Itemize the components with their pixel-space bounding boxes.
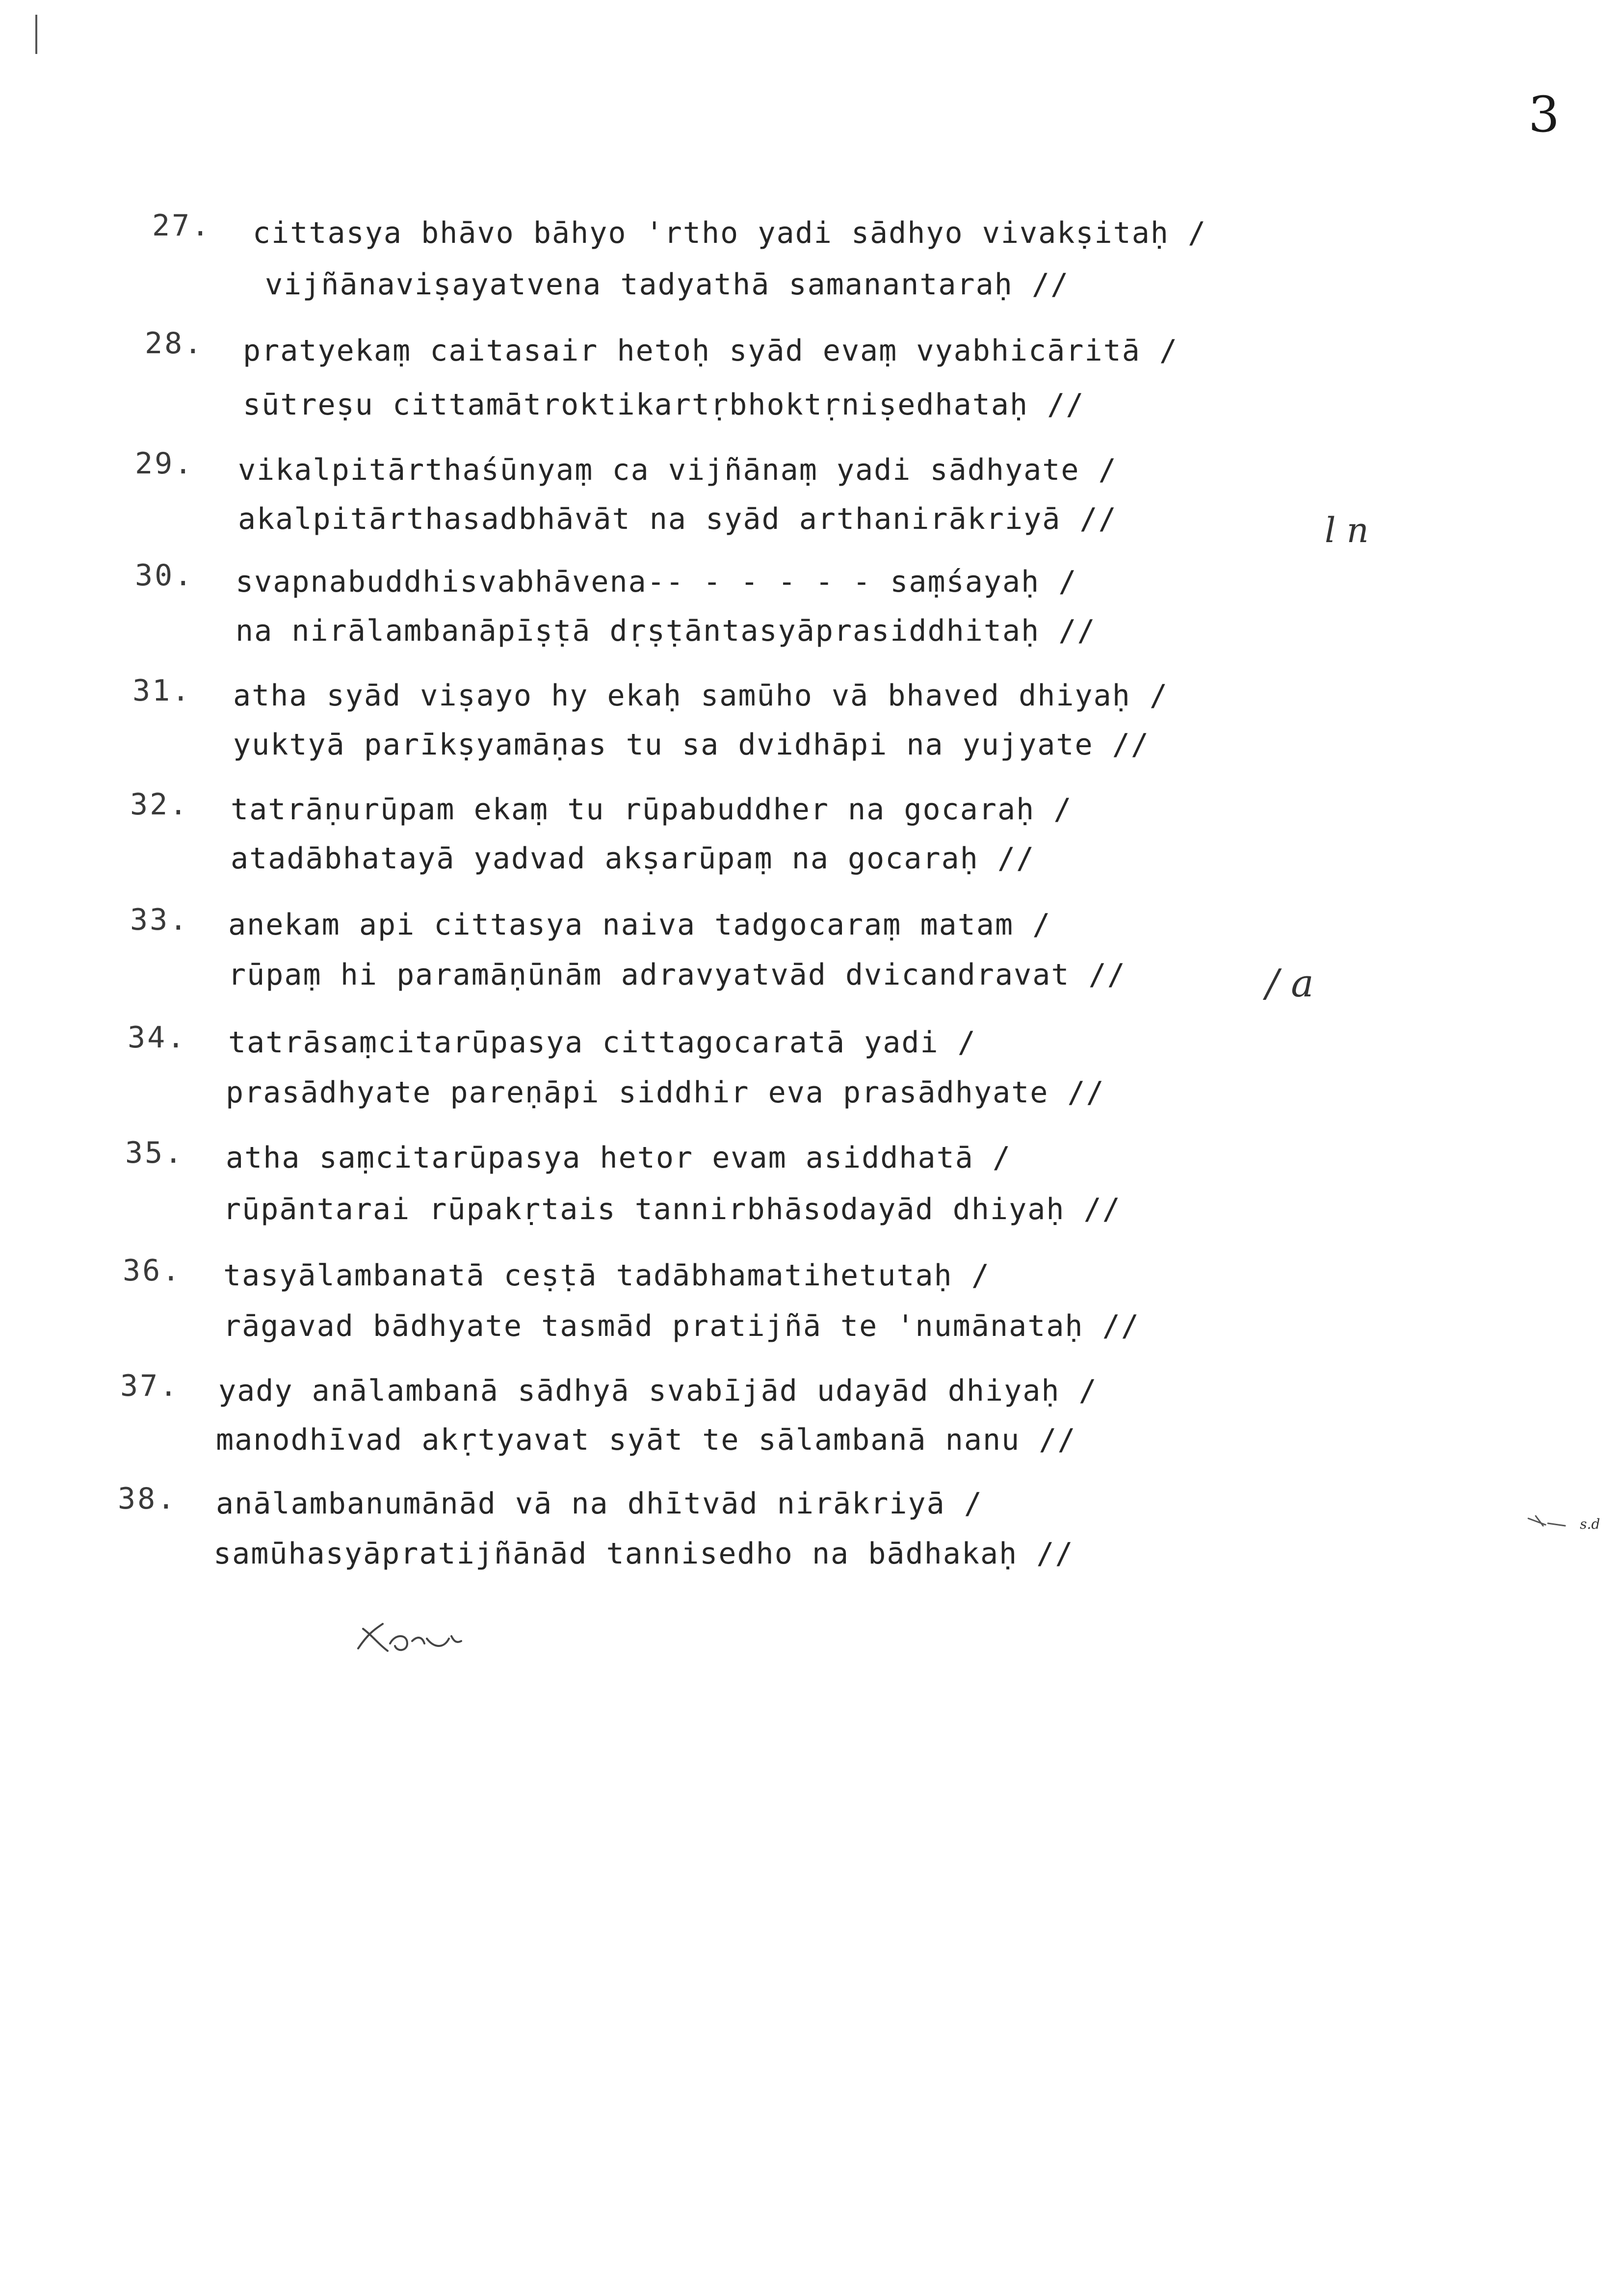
verse-line-1: cittasya bhāvo bāhyo 'rtho yadi sādhyo vivakṣitaḥ /: [253, 216, 1207, 250]
verse-line-2: sūtreṣu cittamātroktikartṛbhoktṛniṣedhataḥ //: [243, 388, 1085, 422]
margin-note-ln: l n: [1325, 510, 1369, 550]
verse-number: 29.: [135, 446, 194, 481]
verse-line-1: svapnabuddhisvabhāvena-- - - - - - saṃśayaḥ /: [236, 565, 1077, 599]
verse-number: 33.: [130, 903, 189, 937]
verse-line-2: prasādhyate pareṇāpi siddhir eva prasādhyate //: [226, 1075, 1105, 1110]
verse-number: 36.: [123, 1253, 182, 1288]
page-number: 3: [1528, 86, 1560, 143]
verse-number: 28.: [145, 326, 204, 361]
verse-line-1: atha syād viṣayo hy ekaḥ samūho vā bhaved dhiyaḥ /: [233, 678, 1169, 713]
verse-line-2: samūhasyāpratijñānād tannisedho na bādhakaḥ //: [213, 1537, 1074, 1571]
handwritten-scribble: [353, 1614, 466, 1658]
margin-pencil-mark: [1526, 1511, 1570, 1531]
verse-line-2: rāgavad bādhyate tasmād pratijñā te 'numānataḥ //: [223, 1309, 1140, 1343]
verse-line-2: rūpaṃ hi paramāṇūnām adravyatvād dvicandravat //: [228, 958, 1126, 992]
verse-line-2: atadābhatayā yadvad akṣarūpaṃ na gocaraḥ //: [231, 841, 1035, 876]
verse-line-1: anālambanumānād vā na dhītvād nirākriyā /: [216, 1487, 983, 1521]
verse-line-2: vijñānaviṣayatvena tadyathā samanantaraḥ //: [265, 267, 1070, 302]
verse-number: 37.: [120, 1369, 180, 1403]
verse-line-2: rūpāntarai rūpakṛtais tannirbhāsodayād dhiyaḥ //: [223, 1192, 1121, 1226]
verse-number: 31.: [132, 674, 192, 708]
verse-line-1: tasyālambanatā ceṣṭā tadābhamatihetutaḥ /: [223, 1258, 991, 1293]
margin-note-a: / a: [1266, 962, 1314, 1006]
verse-number: 38.: [118, 1482, 177, 1516]
verse-line-1: vikalpitārthaśūnyaṃ ca vijñānaṃ yadi sādhyate /: [238, 453, 1117, 487]
verse-line-1: pratyekaṃ caitasair hetoḥ syād evaṃ vyabhicāritā /: [243, 334, 1179, 368]
verse-line-1: anekam api cittasya naiva tadgocaraṃ matam /: [228, 908, 1051, 942]
verse-number: 34.: [128, 1020, 187, 1055]
verse-line-2: yuktyā parīkṣyamāṇas tu sa dvidhāpi na yujyate //: [233, 728, 1150, 762]
verse-line-2: na nirālambanāpīṣṭā dṛṣṭāntasyāprasiddhitaḥ //: [236, 614, 1096, 648]
verse-line-1: yady anālambanā sādhyā svabījād udayād dhiyaḥ /: [218, 1374, 1098, 1408]
verse-line-1: atha saṃcitarūpasya hetor evam asiddhatā /: [226, 1141, 1012, 1175]
verse-number: 35.: [125, 1136, 184, 1170]
verse-line-1: tatrāṇurūpam ekaṃ tu rūpabuddher na gocaraḥ /: [231, 792, 1073, 827]
verse-number: 27.: [152, 209, 211, 243]
verse-number: 30.: [135, 558, 194, 593]
margin-note-sd: s.d: [1580, 1516, 1600, 1532]
verse-line-2: akalpitārthasadbhāvāt na syād arthanirākriyā //: [238, 502, 1117, 536]
verse-line-1: tatrāsaṃcitarūpasya cittagocaratā yadi /: [228, 1025, 976, 1060]
verse-number: 32.: [130, 787, 189, 822]
verse-line-2: manodhīvad akṛtyavat syāt te sālambanā nanu //: [216, 1423, 1076, 1457]
margin-tick-mark: [35, 15, 37, 54]
